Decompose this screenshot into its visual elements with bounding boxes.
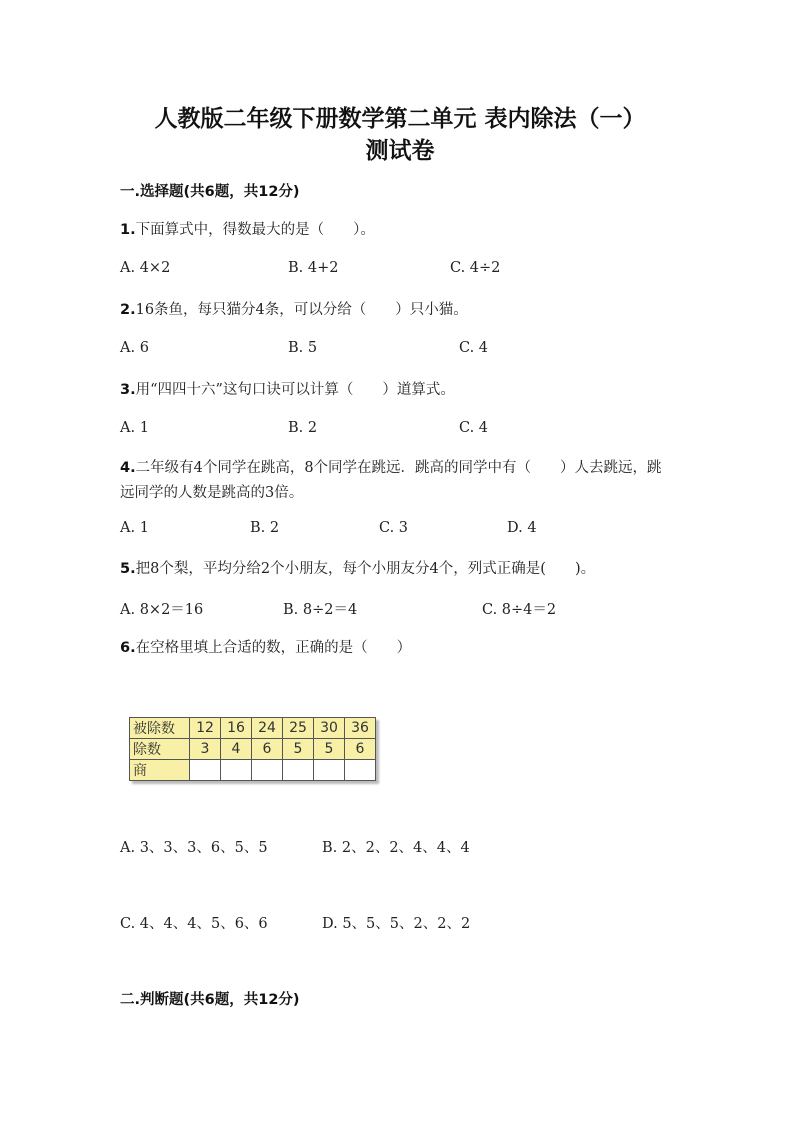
question-4 (120, 456, 668, 506)
blank-answer-cell[interactable] (190, 760, 221, 781)
question-text: 下面算式中，得数最大的是（ ）。 (135, 222, 375, 238)
option-a[interactable]: A. 3、3、3、6、5、5 (120, 840, 268, 856)
option-b[interactable]: B. 5 (288, 340, 318, 356)
division-table (129, 717, 376, 781)
option-c[interactable]: C. 4÷2 (450, 260, 501, 276)
table-cell: 30 (314, 718, 345, 739)
option-a[interactable]: A. 4×2 (120, 260, 171, 276)
section-heading-choice: 一.选择题(共6题，共12分) (120, 184, 300, 200)
row-header-quotient: 商 (130, 760, 190, 781)
table-cell: 3 (190, 739, 221, 760)
question-1 (120, 218, 680, 243)
option-b[interactable]: B. 2 (288, 420, 318, 436)
question-text: 在空格里填上合适的数，正确的是（ ） (135, 640, 412, 656)
option-c[interactable]: C. 3 (379, 520, 409, 536)
table-cell: 25 (283, 718, 314, 739)
option-c[interactable]: C. 4 (459, 340, 489, 356)
blank-answer-cell[interactable] (345, 760, 376, 781)
table-row (130, 760, 376, 781)
blank-answer-cell[interactable] (221, 760, 252, 781)
option-d[interactable]: D. 5、5、5、2、2、2 (322, 916, 471, 932)
blank-answer-cell[interactable] (314, 760, 345, 781)
question-text: 二年级有4个同学在跳高，8个同学在跳远．跳高的同学中有（ ）人去跳远，跳远同学的人数是跳高的3倍。 (120, 460, 662, 501)
question-number: 5. (120, 561, 136, 577)
table-cell: 4 (221, 739, 252, 760)
option-a[interactable]: A. 6 (120, 340, 149, 356)
table-row (130, 718, 376, 739)
row-header-divisor: 除数 (130, 739, 190, 760)
option-c[interactable]: C. 8÷4＝2 (482, 602, 557, 618)
question-5 (120, 557, 680, 582)
option-b[interactable]: B. 2 (250, 520, 280, 536)
blank-answer-cell[interactable] (283, 760, 314, 781)
question-text: 用“四四十六”这句口诀可以计算（ ）道算式。 (135, 382, 455, 398)
option-b[interactable]: B. 8÷2＝4 (283, 602, 358, 618)
question-number: 3. (120, 382, 136, 398)
question-number: 4. (120, 460, 136, 476)
table-cell: 24 (252, 718, 283, 739)
table-cell: 6 (252, 739, 283, 760)
table-cell: 12 (190, 718, 221, 739)
page-subtitle: 测试卷 (365, 138, 435, 164)
page-title: 人教版二年级下册数学第二单元 表内除法（一） (154, 106, 646, 132)
option-c[interactable]: C. 4、4、4、5、6、6 (120, 916, 268, 932)
table-cell: 36 (345, 718, 376, 739)
option-b[interactable]: B. 2、2、2、4、4、4 (322, 840, 470, 856)
table-row (130, 739, 376, 760)
option-a[interactable]: A. 8×2＝16 (120, 602, 204, 618)
option-c[interactable]: C. 4 (459, 420, 489, 436)
table-cell: 5 (314, 739, 345, 760)
question-3 (120, 378, 680, 403)
blank-answer-cell[interactable] (252, 760, 283, 781)
question-text: 把8个梨，平均分给2个小朋友，每个小朋友分4个，列式正确是( )。 (135, 561, 596, 577)
option-a[interactable]: A. 1 (120, 420, 149, 436)
table-cell: 6 (345, 739, 376, 760)
question-number: 2. (120, 302, 136, 318)
option-b[interactable]: B. 4+2 (288, 260, 339, 276)
table-cell: 5 (283, 739, 314, 760)
option-a[interactable]: A. 1 (120, 520, 149, 536)
question-6 (120, 636, 680, 661)
row-header-dividend: 被除数 (130, 718, 190, 739)
table-cell: 16 (221, 718, 252, 739)
question-number: 1. (120, 222, 136, 238)
option-d[interactable]: D. 4 (507, 520, 537, 536)
question-number: 6. (120, 640, 136, 656)
section-heading-true-false: 二.判断题(共6题，共12分) (120, 992, 300, 1008)
question-2 (120, 298, 680, 323)
question-text: 16条鱼，每只猫分4条，可以分给（ ）只小猫。 (135, 302, 468, 318)
